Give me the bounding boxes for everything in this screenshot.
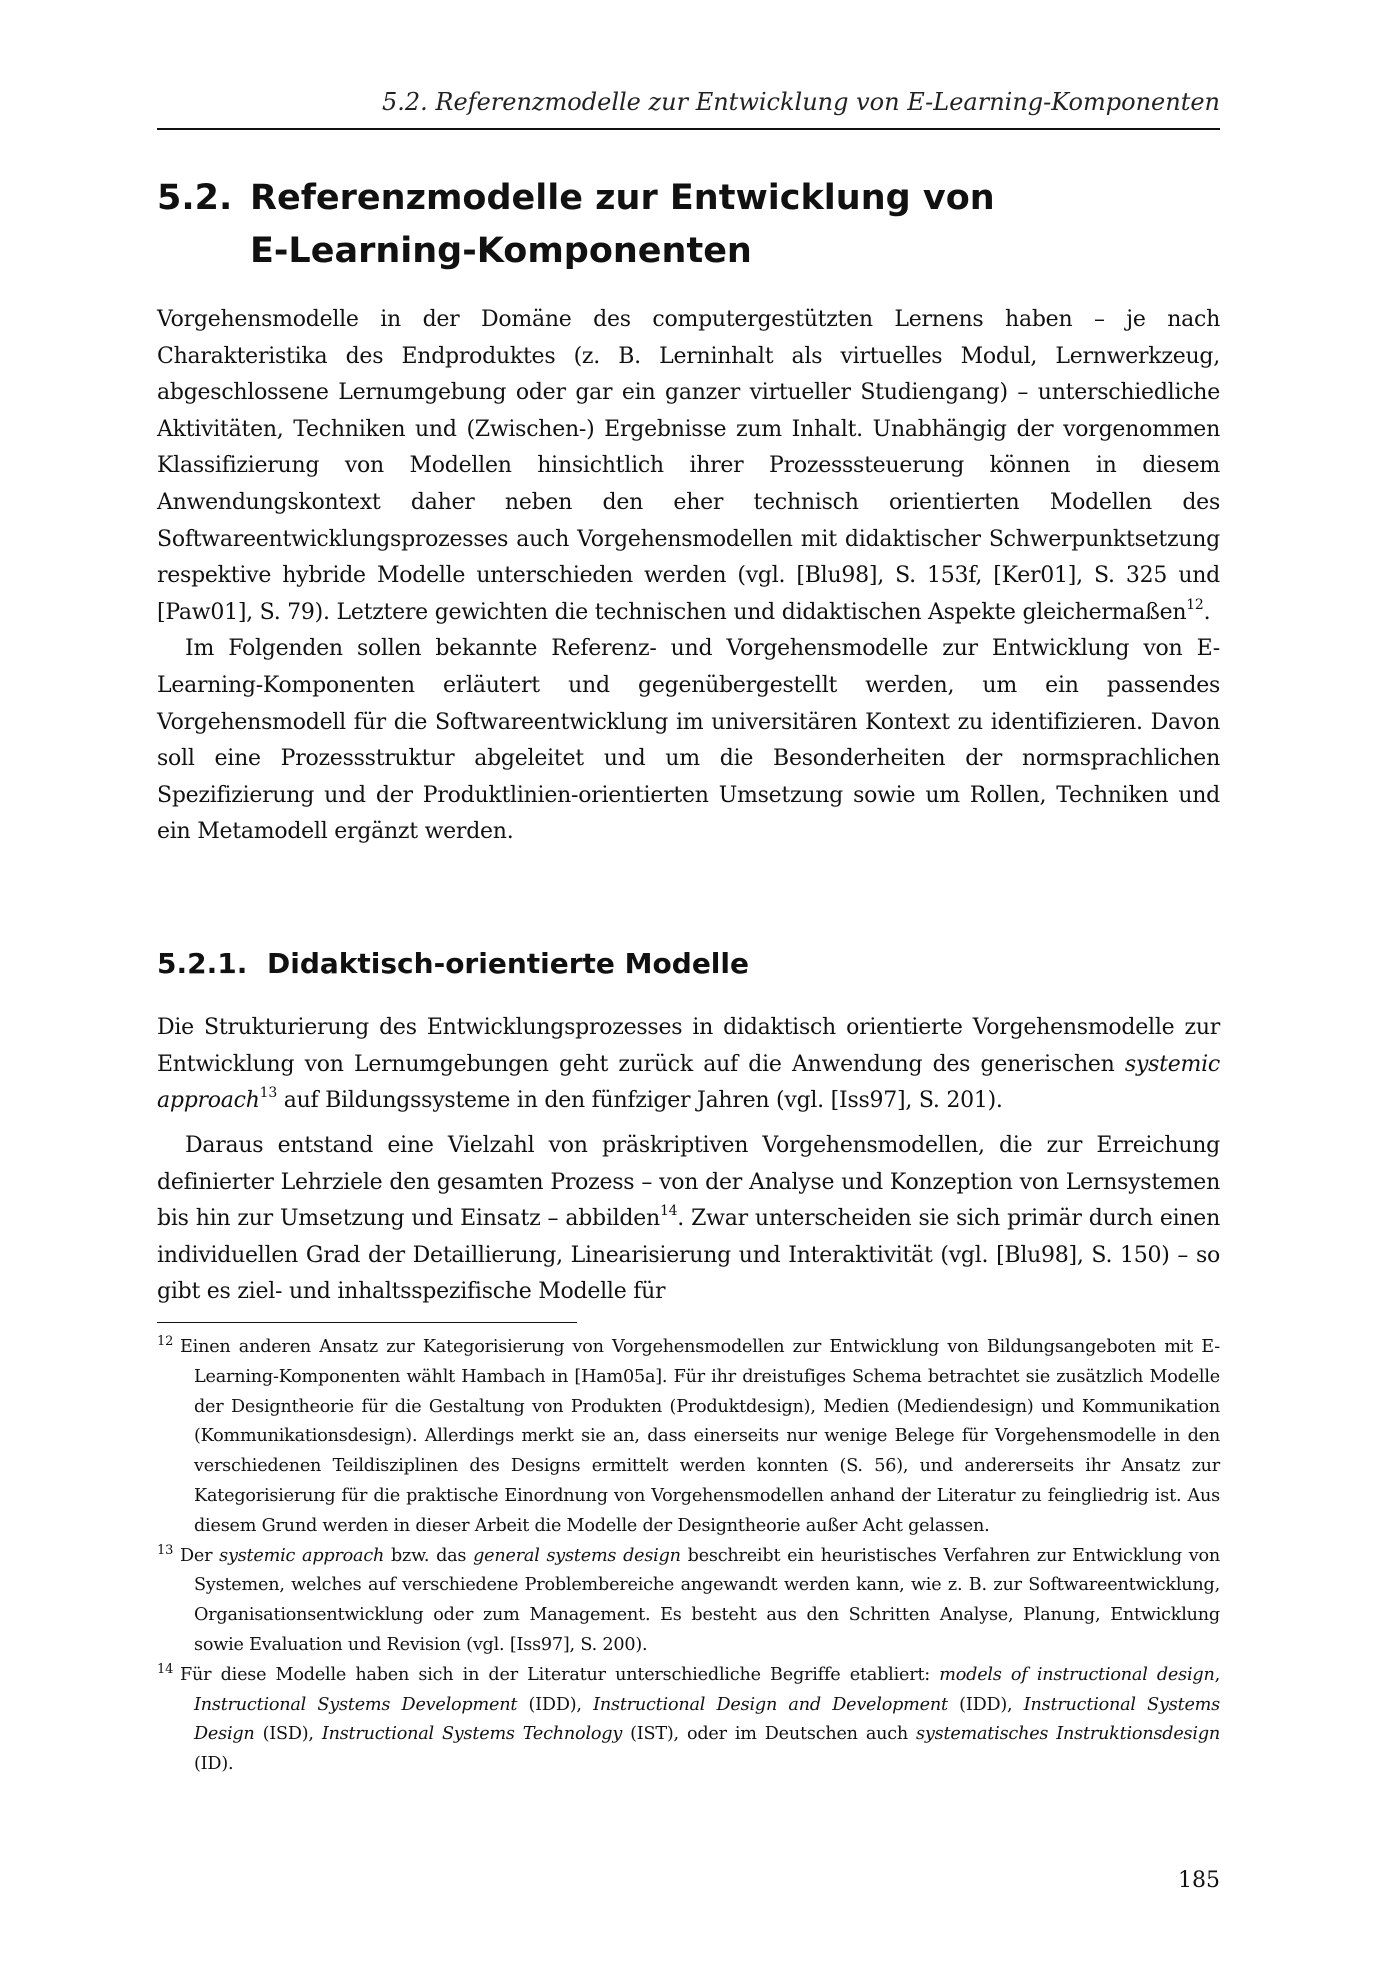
- subsection-paragraph-2: Daraus entstand eine Vielzahl von präskriptiven Vorgehensmodellen, die zur Erreichung definierter Lehrziele den gesamten Prozess – von der Analyse und Konzeption von Lernsystemen bis hin zur Umsetzung und Einsatz – abbilden$^{14}$. Zwar unterscheiden sie sich primär durch einen individuellen Grad der Detaillierung, Linearisierung und Interaktivität (vgl. [Blu98], S. 150) – so gibt es ziel- und inhaltsspezifische Modelle für: [157, 1133, 1220, 1305]
- page-number: 185: [1178, 1868, 1220, 1893]
- section-number: 5.2.: [157, 178, 233, 218]
- footnote-ref-14[interactable]: 14: [659, 1203, 678, 1220]
- term-systemic-approach: systemic approach: [157, 1051, 1220, 1114]
- section-title-line-1: Referenzmodelle zur Entwicklung von: [250, 178, 995, 218]
- footnotes: [157, 1333, 1220, 1780]
- subsection-body-1: [157, 1010, 1220, 1120]
- section-body: [157, 302, 1220, 851]
- subsection-title: Didaktisch-orientierte Modelle: [267, 947, 749, 980]
- footnote-rule: [157, 1322, 577, 1323]
- header-rule: [157, 128, 1220, 130]
- subsection-body-2: [157, 1128, 1220, 1311]
- subsection-number: 5.2.1.: [157, 947, 248, 980]
- section-paragraph-1: Vorgehensmodelle in der Domäne des computergestützten Lernens haben – je nach Charakteristika des Endproduktes (z. B. Lerninhalt als virtuelles Modul, Lernwerkzeug, abgeschlossene Lernumgebung oder gar ein ganzer virtueller Studiengang) – unterschiedliche Aktivitäten, Techniken und (Zwischen-) Ergebnisse zum Inhalt. Unabhängig der vorgenommen Klassifizierung von Modellen hinsichtlich ihrer Prozesssteuerung können in diesem Anwendungskontext daher neben den eher technisch orientierten Modellen des Softwareentwicklungsprozesses auch Vorgehensmodellen mit didaktischer Schwerpunktsetzung respektive hybride Modelle unterschieden werden (vgl. [Blu98], S. 153f, [Ker01], S. 325 und [Paw01], S. 79). Letztere gewichten die technischen und didaktischen Aspekte gleichermaßen$^{12}$.: [157, 307, 1220, 625]
- footnote-ref-13[interactable]: 13: [259, 1085, 277, 1102]
- subsection-paragraph-1: Die Strukturierung des Entwicklungsprozesses in didaktisch orientierte Vorgehensmodelle zur Entwicklung von Lernumgebungen geht zurück auf die Anwendung des generischen systemic approach$^{13}$ auf Bildungssysteme in den fünfziger Jahren (vgl. [Iss97], S. 201).: [157, 1015, 1220, 1114]
- section-title-line-2: E-Learning-Komponenten: [250, 231, 752, 271]
- footnote-14: 14 Für diese Modelle haben sich in der Literatur unterschiedliche Begriffe etabliert: models of instructional design, Instructional Systems Development (IDD), Instructional Design and Development (IDD), Instructional Systems Design (ISD), Instructional Systems Technology (IST), oder im Deutschen auch systematisches Instruktionsdesign (ID).: [157, 1661, 1221, 1775]
- footnote-13: 13 Der systemic approach bzw. das general systems design beschreibt ein heuristisches Verfahren zur Entwicklung von Systemen, welches auf verschiedene Problembereiche angewandt werden kann, wie z. B. zur Softwareentwicklung, Organisationsentwicklung oder zum Management. Es besteht aus den Schritten Analyse, Planung, Entwicklung sowie Evaluation und Revision (vgl. [Iss97], S. 200).: [157, 1542, 1220, 1655]
- footnote-12: 12 Einen anderen Ansatz zur Kategorisierung von Vorgehensmodellen zur Entwicklung von Bildungsangeboten mit E-Learning-Komponenten wählt Hambach in [Ham05a]. Für ihr dreistufiges Schema betrachtet sie zusätzlich Modelle der Designtheorie für die Gestaltung von Produkten (Produktdesign), Medien (Mediendesign) und Kommunikation (Kommunikationsdesign). Allerdings merkt sie an, dass einerseits nur wenige Belege für Vorgehensmodelle in den verschiedenen Teildisziplinen des Designs ermittelt werden konnten (S. 56), und andererseits ihr Ansatz zur Kategorisierung für die praktische Einordnung von Vorgehensmodellen anhand der Literatur zu feingliedrig ist. Aus diesem Grund werden in dieser Arbeit die Modelle der Designtheorie außer Acht gelassen.: [157, 1334, 1220, 1536]
- section-paragraph-2: Im Folgenden sollen bekannte Referenz- und Vorgehensmodelle zur Entwicklung von E-Learning-Komponenten erläutert und gegenübergestellt werden, um ein passendes Vorgehensmodell für die Softwareentwicklung im universitären Kontext zu identifizieren. Davon soll eine Prozessstruktur abgeleitet und um die Besonderheiten der normsprachlichen Spezifizierung und der Produktlinien-orientierten Umsetzung sowie um Rollen, Techniken und ein Metamodell ergänzt werden.: [157, 636, 1220, 845]
- footnote-ref-12[interactable]: 12: [1186, 596, 1204, 613]
- running-header: 5.2. Referenzmodelle zur Entwicklung von E-Learning-Komponenten: [381, 88, 1220, 116]
